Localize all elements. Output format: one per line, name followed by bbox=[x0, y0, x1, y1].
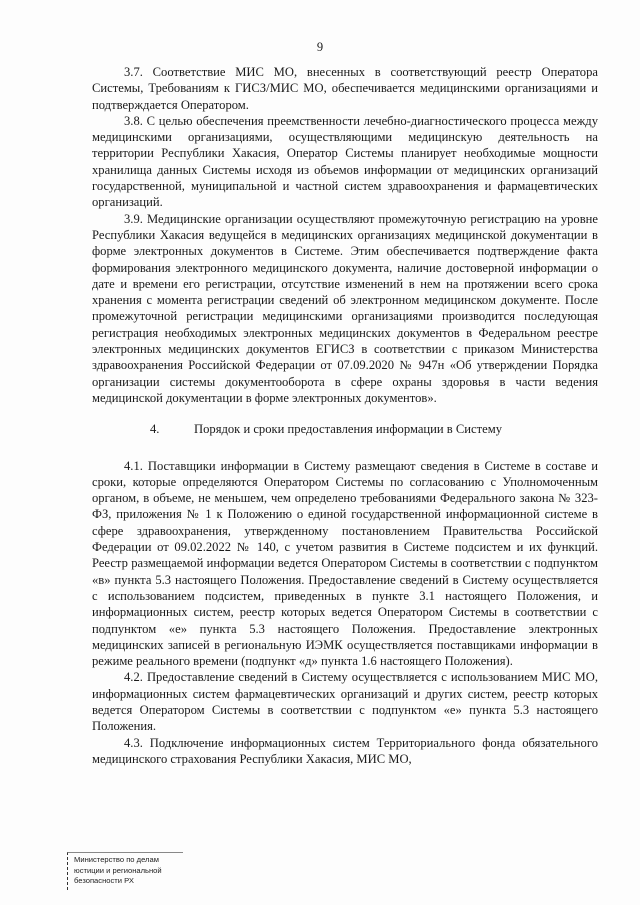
paragraph-3-7: 3.7. Соответствие МИС МО, внесенных в соответствующий реестр Оператора Системы, Требованиям к ГИСЗ/МИС МО, обеспечивается медицинскими организациями и подтверждается Оператором. bbox=[92, 65, 598, 112]
stamp-line: Министерство по делам bbox=[74, 855, 159, 864]
section-number: 4. bbox=[150, 422, 160, 437]
stamp-line: юстиции и региональной bbox=[74, 865, 162, 875]
registration-stamp bbox=[67, 852, 183, 890]
paragraph-3-8: 3.8. С целью обеспечения преемственности лечебно-диагностического процесса между медицинскими организациями, осуществляющими медицинскую деятельность на территории Республики Хакасия, Оператор Системы планирует необходимые мощности хранилища данных Системы исходя из объемов информации от медицинских организаций государственной, муниципальной и частной систем здравоохранения и фармацевтических организаций. bbox=[92, 113, 598, 210]
stamp-line: безопасности РХ bbox=[74, 876, 134, 885]
section-heading bbox=[92, 421, 598, 437]
section-title: Порядок и сроки предоставления информации в Систему bbox=[194, 422, 502, 437]
paragraph-3-9: 3.9. Медицинские организации осуществляют промежуточную регистрацию на уровне Республики Хакасия ведущейся в медицинских организациях медицинской документации в форме электронных документов в Системе. Этим обеспечивается подтверждение факта формирования электронного медицинского документа, наличие достоверной информации о дате и времени его регистрации, отсутствие изменений в нем на протяжении всего срока хранения с момента регистрации сведений об электронном медицинском документе. После промежуточной регистрации медицинскими организациями производится последующая регистрация необходимых электронных медицинских документов в Федеральном реестре электронных медицинских документов ЕГИСЗ в соответствии с приказом Министерства здравоохранения Российской Федерации от 07.09.2020 № 947н «Об утверждении Порядка организации системы документооборота в сфере охраны здоровья в части ведения медицинской документации в форме электронных документов». bbox=[92, 211, 598, 405]
document-body bbox=[92, 64, 598, 767]
paragraph-4-2: 4.2. Предоставление сведений в Систему осуществляется с использованием МИС МО, информационных систем фармацевтических организаций и других систем, реестр которых ведется Оператором Системы в соответствии с подпунктом «е» пункта 5.3 настоящего Положения. bbox=[92, 670, 598, 734]
paragraph-4-1: 4.1. Поставщики информации в Систему размещают сведения в Системе в составе и сроки, которые определяются Оператором Системы по согласованию с Уполномоченным органом, в объеме, не меньшем, чем определено требованиями Федерального закона № 323-ФЗ, приложения № 1 к Положению о единой государственной информационной системе в сфере здравоохранения, утвержденному постановлением Правительства Российской Федерации от 09.02.2022 № 140, с учетом развития в Системе подсистем и их функций. Реестр размещаемой информации ведется Оператором Системы в соответствии с подпунктом «в» пункта 5.3 настоящего Положения. Предоставление сведений в Систему осуществляется с использованием подсистем, приведенных в пункте 3.1 настоящего Положения, и информационных систем, реестр которых ведется Оператором Системы в соответствии с подпунктом «е» пункта 5.3 настоящего Положения. Предоставление электронных медицинских записей в региональную ИЭМК осуществляется поставщиками информации в режиме реального времени (подпункт «д» пункта 1.6 настоящего Положения). bbox=[92, 458, 598, 669]
page-number: 9 bbox=[316, 40, 324, 54]
paragraph-4-3: 4.3. Подключение информационных систем Территориального фонда обязательного медицинского страхования Республики Хакасия, МИС МО, bbox=[92, 735, 598, 766]
